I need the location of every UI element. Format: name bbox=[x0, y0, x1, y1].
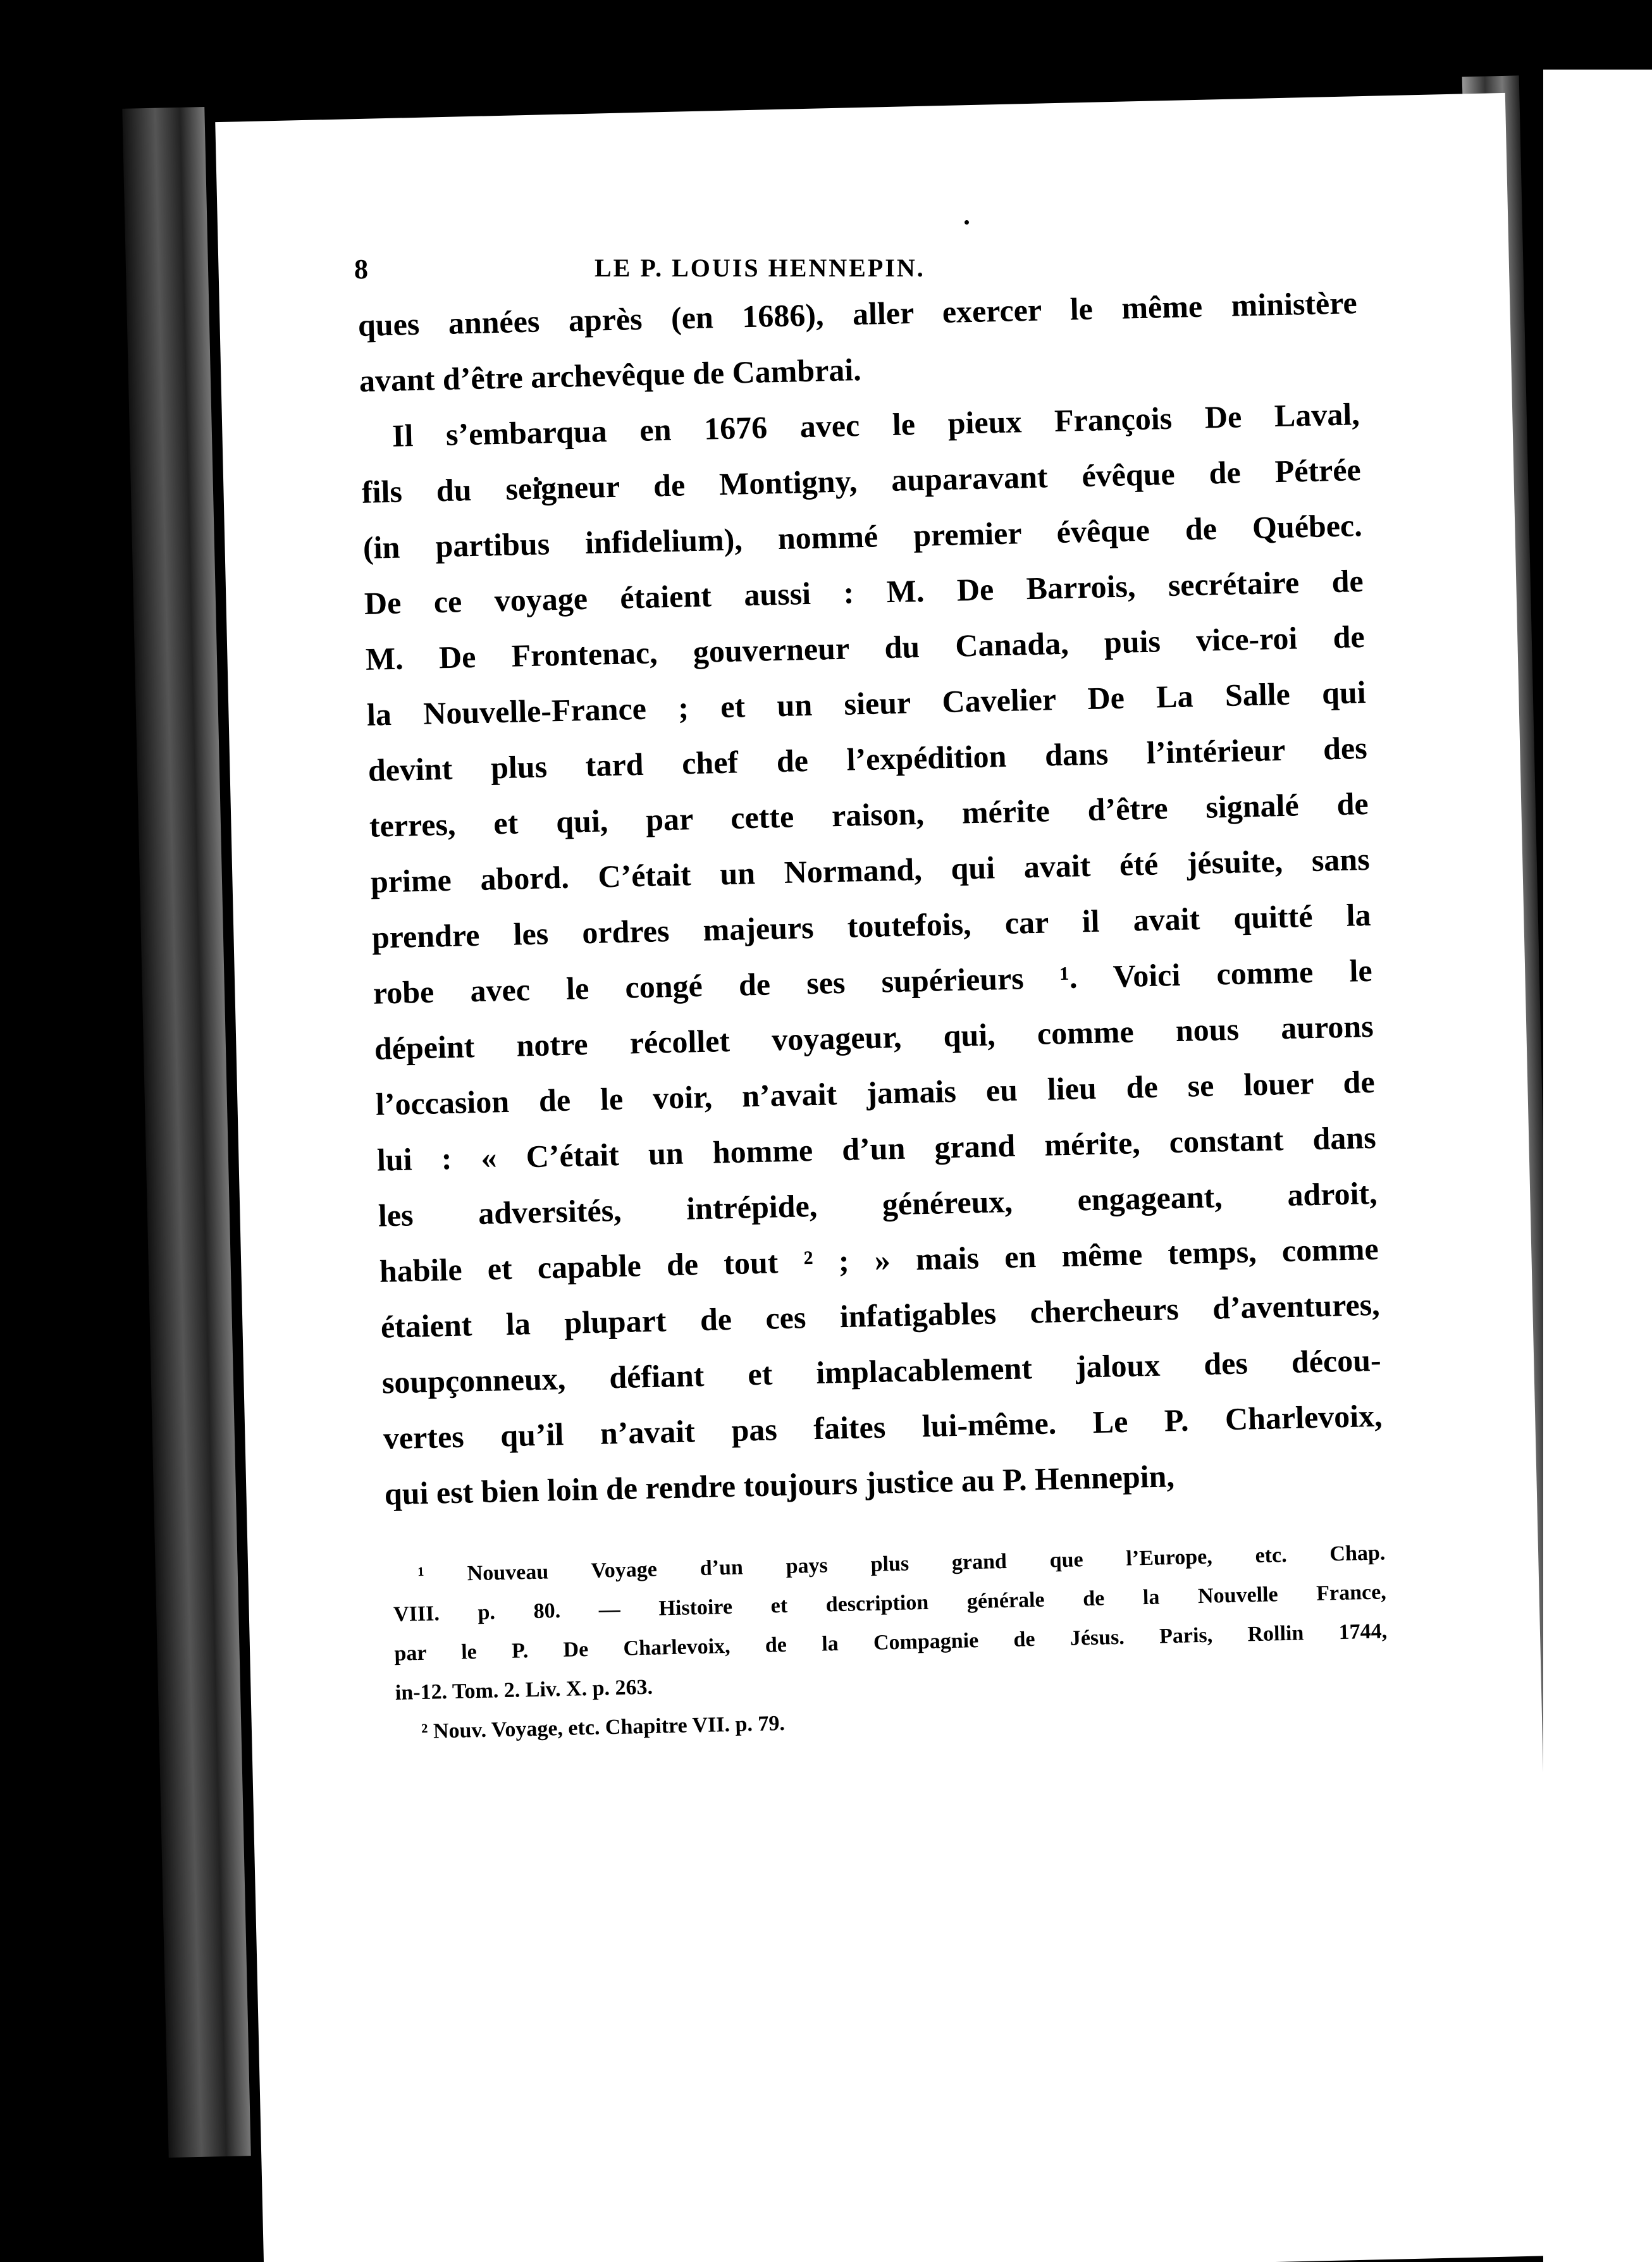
body-line: avant d’être archevêque de Cambrai. bbox=[359, 351, 862, 399]
running-title: LE P. LOUIS HENNEPIN. bbox=[595, 254, 925, 282]
body-line: robe avec le congé de ses supérieurs ¹. Voici comme le bbox=[373, 952, 1373, 1011]
body-line: ques années après (en 1686), aller exercer le même ministère bbox=[357, 285, 1358, 343]
body-line: dépeint notre récollet voyageur, qui, comme nous aurons bbox=[374, 1008, 1374, 1066]
body-line: terres, et qui, par cette raison, mérite d’être signalé de bbox=[369, 785, 1369, 844]
body-line: prime abord. C’était un Normand, qui avait été jésuite, sans bbox=[370, 841, 1371, 899]
body-line: fils du seigneur de Montigny, auparavant évêque de Pétrée bbox=[361, 452, 1362, 510]
body-line: l’occasion de le voir, n’avait jamais eu lieu de se louer de bbox=[375, 1063, 1376, 1122]
body-text bbox=[357, 273, 1447, 1522]
body-line: habile et capable de tout ² ; » mais en même temps, comme bbox=[379, 1230, 1379, 1289]
body-line: (in partibus infidelium), nommé premier évêque de Québec. bbox=[362, 507, 1363, 566]
body-line: la Nouvelle-France ; et un sieur Cavelier De La Salle qui bbox=[366, 674, 1367, 732]
footnote-line: ¹ Nouveau Voyage d’un pays plus grand que l’Europe, etc. Chap. bbox=[417, 1541, 1386, 1587]
page-number: 8 bbox=[354, 254, 368, 285]
footnote-line: par le P. De Charlevoix, de la Compagnie de Jésus. Paris, Rollin 1744, bbox=[394, 1619, 1388, 1666]
body-line: les adversités, intrépide, généreux, engageant, adroit, bbox=[378, 1175, 1378, 1233]
body-line: étaient la plupart de ces infatigables chercheurs d’aventures, bbox=[380, 1286, 1381, 1345]
body-line: lui : « C’était un homme d’un grand mérite, constant dans bbox=[376, 1119, 1377, 1178]
body-line: M. De Frontenac, gouverneur du Canada, puis vice-roi de bbox=[365, 619, 1365, 677]
body-line: devint plus tard chef de l’expédition dans l’intérieur des bbox=[367, 729, 1368, 788]
footnote-line: in-12. Tom. 2. Liv. X. p. 263. bbox=[395, 1675, 653, 1705]
body-line: vertes qu’il n’avait pas faites lui-même. Le P. Charlevoix, bbox=[383, 1397, 1383, 1456]
footnote-line: ² Nouv. Voyage, etc. Chapitre VII. p. 79. bbox=[421, 1711, 786, 1744]
body-line: Il s’embarqua en 1676 avec le pieux François De Laval, bbox=[391, 396, 1360, 454]
facing-page-edge bbox=[1543, 70, 1652, 2262]
body-line: prendre les ordres majeurs toutefois, car il avait quitté la bbox=[371, 896, 1372, 955]
body-line: qui est bien loin de rendre toujours justice au P. Hennepin, bbox=[384, 1458, 1175, 1512]
body-line: De ce voyage étaient aussi : M. De Barrois, secrétaire de bbox=[364, 563, 1364, 621]
footnote-line: VIII. p. 80. — Histoire et description générale de la Nouvelle France, bbox=[393, 1580, 1387, 1626]
body-line: soupçonneux, défiant et implacablement jaloux des décou- bbox=[381, 1342, 1382, 1400]
speck-mark bbox=[965, 220, 969, 225]
footnotes bbox=[392, 1533, 1409, 1752]
